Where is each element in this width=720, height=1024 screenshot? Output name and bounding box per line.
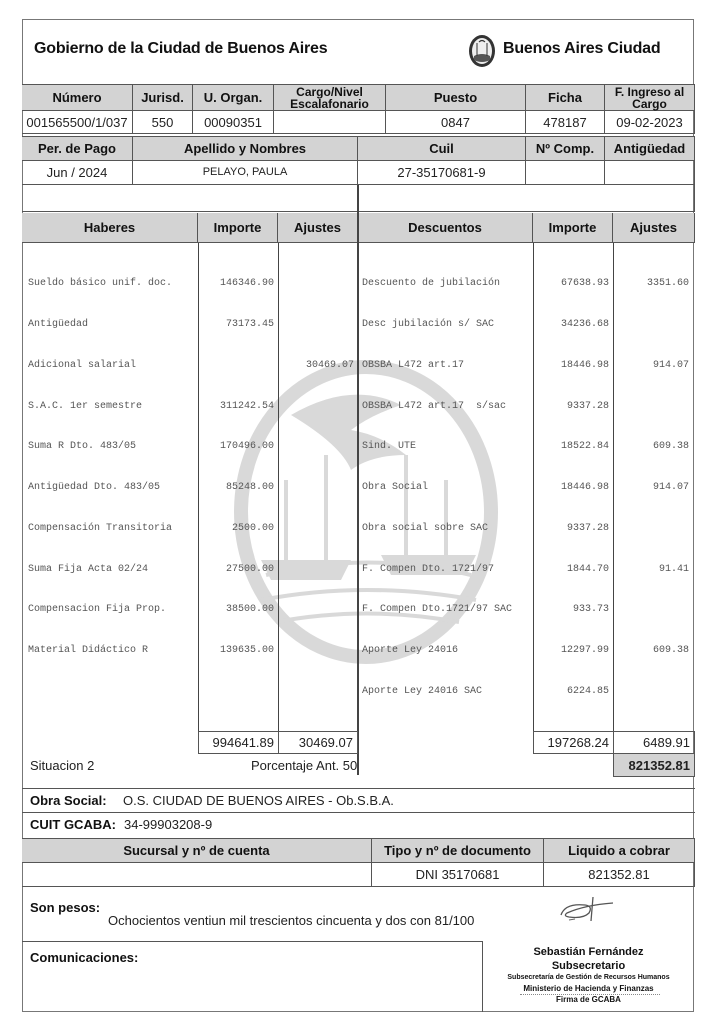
haberes-ajustes [280,250,354,671]
descuentos-concept: Aporte Ley 24016 SAC [362,686,483,697]
descuentos-ajuste [615,685,689,699]
haberes-importe: 139635.00 [219,645,274,657]
value-u-organ: 00090351 [193,111,274,134]
value-apellido-nombres: PELAYO, PAULA [133,161,358,185]
haberes-concepts [28,250,196,671]
descuentos-concept: Desc jubilación s/ SAC [362,318,495,330]
header-cargo-nivel: Cargo/Nivel Escalafonario [274,85,386,111]
descuentos-concept: Obra Social [362,482,429,494]
haberes-concept: Compensación Transitoria [28,522,173,534]
signer-role: Subsecretario [551,960,626,972]
header-puesto: Puesto [386,85,526,111]
situacion-label: Situacion 2 [30,758,95,773]
neto-total: 821352.81 [613,753,695,777]
value-numero: 001565500/1/037 [22,111,133,134]
value-jurisd: 550 [133,111,193,134]
haberes-ajuste [280,603,354,617]
divider [22,788,695,789]
descuentos-ajuste: 3351.60 [646,278,689,290]
divider [22,812,695,813]
descuentos-importe: 34236.68 [560,318,609,330]
blank-cell [358,185,695,212]
header-n-comp: Nº Comp. [526,137,605,161]
haberes-importes [200,250,274,671]
haberes-importe: 27500.00 [225,563,274,575]
haberes-ajuste [280,563,354,577]
haberes-concept: Antigüedad [28,318,89,330]
haberes-concept: Sueldo básico unif. doc. [28,278,173,290]
header-apellido-nombres: Apellido y Nombres [133,137,358,161]
descuentos-importe: 1844.70 [566,563,609,575]
haberes-ajuste [280,481,354,495]
haberes-total-importe: 994641.89 [198,731,279,754]
descuentos-ajustes [615,250,689,712]
descuentos-importe: 12297.99 [560,645,609,657]
header-numero: Número [22,85,133,111]
obra-social-label: Obra Social: [30,793,107,808]
value-tipo-documento: DNI 35170681 [372,863,544,887]
haberes-concept: Adicional salarial [28,359,137,371]
government-title: Gobierno de la Ciudad de Buenos Aires [34,40,328,57]
descuentos-total-ajustes: 6489.91 [613,731,695,754]
header-tipo-documento: Tipo y nº de documento [372,839,544,863]
descuentos-concept: Aporte Ley 24016 [362,645,459,657]
haberes-importe: 73173.45 [225,318,274,330]
haberes-total-ajustes: 30469.07 [278,731,358,754]
haberes-ajuste [280,440,354,454]
haberes-concept: Suma R Dto. 483/05 [28,441,137,453]
value-liquido-cobrar: 821352.81 [544,863,695,887]
descuentos-concepts [362,250,532,712]
value-cuil: 27-35170681-9 [358,161,526,185]
descuentos-concept: Obra social sobre SAC [362,522,489,534]
haberes-importe: 146346.90 [219,278,274,290]
haberes-concept: S.A.C. 1er semestre [28,400,143,412]
haberes-concept: Material Didáctico R [28,645,149,657]
descuentos-importe: 67638.93 [560,278,609,290]
descuentos-ajuste: 609.38 [652,645,689,657]
signer-office: Subsecretaría de Gestión de Recursos Humanos [507,974,670,981]
haberes-concept: Suma Fija Acta 02/24 [28,563,149,575]
haberes-ajuste [280,318,354,332]
descuentos-importe: 18446.98 [560,482,609,494]
header-descuentos: Descuentos [358,213,533,243]
column-divider [533,243,534,732]
haberes-ajuste: 30469.07 [305,359,354,371]
descuentos-concept: Descuento de jubilación [362,278,501,290]
header-per-pago: Per. de Pago [22,137,133,161]
comunicaciones-label: Comunicaciones: [30,950,139,965]
column-divider [357,185,359,775]
column-divider [613,243,614,732]
header-descuentos-importe: Importe [533,213,613,243]
value-ficha: 478187 [526,111,605,134]
brand-name: Buenos Aires Ciudad [503,40,661,57]
haberes-importe [200,359,274,373]
descuentos-importe: 9337.28 [566,400,609,412]
porcentaje-antiguedad: Porcentaje Ant. 50 [251,758,358,773]
descuentos-ajuste [615,522,689,536]
descuentos-ajuste [615,318,689,332]
value-f-ingreso: 09-02-2023 [605,111,695,134]
haberes-importe: 311242.54 [219,400,274,412]
header-haberes: Haberes [22,213,198,243]
signature-scribble-icon [555,893,625,925]
descuentos-concept: F. Compen Dto.1721/97 SAC [362,604,513,616]
value-antiguedad [605,161,695,185]
column-divider [198,243,199,732]
header-jurisd: Jurisd. [133,85,193,111]
haberes-importe: 85248.00 [225,482,274,494]
cuit-value: 34-99903208-9 [124,817,213,832]
haberes-ajuste [280,400,354,414]
header-antiguedad: Antigüedad [605,137,695,161]
header-f-ingreso: F. Ingreso al Cargo [605,85,695,111]
haberes-importe: 170496.00 [219,441,274,453]
value-n-comp [526,161,605,185]
value-puesto: 0847 [386,111,526,134]
descuentos-concept: OBSBA L472 art.17 [362,359,465,371]
haberes-concept: Antigüedad Dto. 483/05 [28,482,161,494]
value-cargo-nivel [274,111,386,134]
obra-social-value: O.S. CIUDAD DE BUENOS AIRES - Ob.S.B.A. [123,793,394,808]
header-cuil: Cuil [358,137,526,161]
descuentos-importe: 6224.85 [566,686,609,697]
value-sucursal-cuenta [22,863,372,887]
signer-name: Sebastián Fernández [533,946,644,958]
city-coat-of-arms-icon [468,34,496,68]
descuentos-ajuste: 914.07 [652,359,689,371]
descuentos-ajuste [615,603,689,617]
signer-ministry: Ministerio de Hacienda y Finanzas [523,984,654,993]
descuentos-importe: 18446.98 [560,359,609,371]
column-divider [278,243,279,732]
descuentos-ajuste [615,400,689,414]
header-ficha: Ficha [526,85,605,111]
descuentos-ajuste: 609.38 [652,441,689,453]
cuit-label: CUIT GCABA: [30,817,116,832]
descuentos-concept: F. Compen Dto. 1721/97 [362,563,495,575]
haberes-importe: 2500.00 [231,522,274,534]
header-haberes-ajustes: Ajustes [278,213,358,243]
haberes-importe: 38500.00 [225,604,274,616]
descuentos-ajuste: 91.41 [658,563,689,575]
blank-cell [22,185,358,212]
descuentos-total-importe: 197268.24 [533,731,614,754]
son-pesos-label: Son pesos: [30,900,101,915]
descuentos-concept: Sind. UTE [362,441,417,453]
descuentos-importes [535,250,609,712]
haberes-ajuste [280,522,354,536]
descuentos-ajuste: 914.07 [652,482,689,494]
haberes-concept: Compensacion Fija Prop. [28,604,167,616]
haberes-ajuste [280,644,354,658]
header-sucursal-cuenta: Sucursal y nº de cuenta [22,839,372,863]
descuentos-importe: 18522.84 [560,441,609,453]
header-liquido-cobrar: Liquido a cobrar [544,839,695,863]
descuentos-concept: OBSBA L472 art.17 s/sac [362,400,507,412]
son-pesos-value: Ochocientos ventiun mil trescientos cincuenta y dos con 81/100 [108,913,475,928]
value-per-pago: Jun / 2024 [22,161,133,185]
header-u-organ: U. Organ. [193,85,274,111]
haberes-ajuste [280,277,354,291]
header-haberes-importe: Importe [198,213,278,243]
descuentos-importe: 933.73 [572,604,609,616]
header-descuentos-ajustes: Ajustes [613,213,695,243]
signature-caption: Firma de GCABA [556,995,621,1004]
descuentos-importe: 9337.28 [566,522,609,534]
